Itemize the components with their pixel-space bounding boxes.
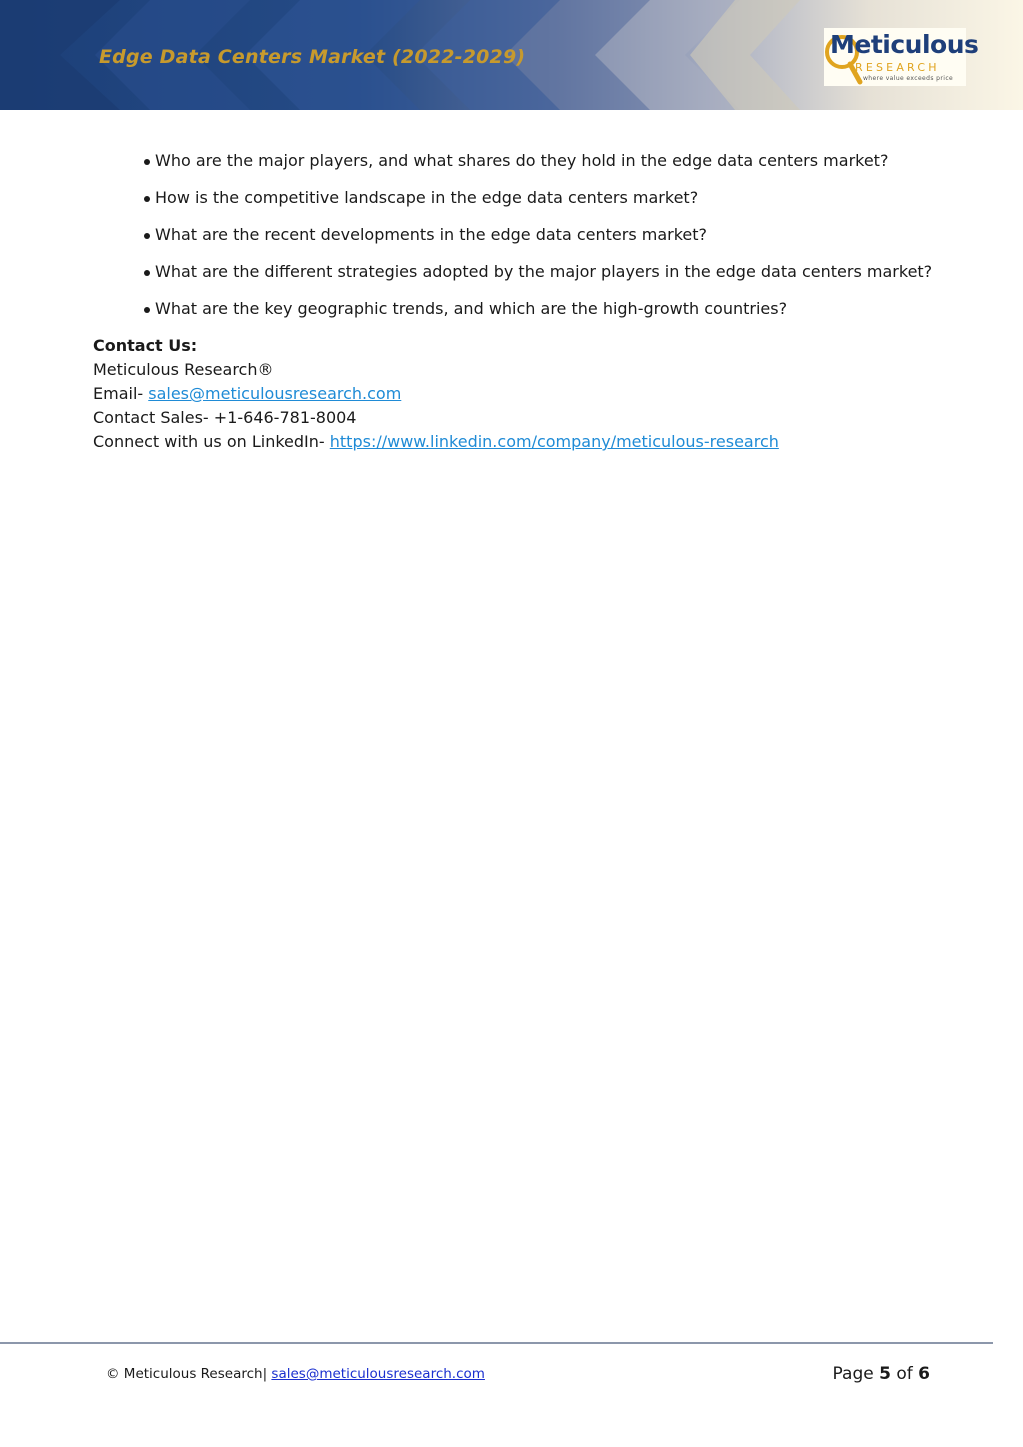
page-number — [833, 1364, 930, 1384]
footer-copyright — [106, 1366, 485, 1382]
logo-subtitle: RESEARCH — [855, 61, 940, 74]
company-logo — [824, 28, 979, 86]
list-item — [142, 261, 932, 298]
bullet-icon — [144, 233, 150, 239]
bullet-icon — [144, 159, 150, 165]
list-item-text: What are the key geographic trends, and which are the high-growth countries? — [155, 299, 788, 318]
list-item-text: How is the competitive landscape in the edge data centers market? — [155, 188, 699, 207]
bullet-icon — [144, 307, 150, 313]
footer-divider — [0, 1342, 993, 1344]
linkedin-line — [93, 430, 779, 454]
contact-heading: Contact Us: — [93, 336, 198, 355]
page-of: of — [890, 1364, 919, 1384]
page-word: Page — [832, 1364, 880, 1384]
contact-section — [93, 334, 779, 454]
list-item-text: What are the different strategies adopted by the major players in the edge data centers market? — [155, 262, 933, 281]
question-list — [142, 150, 932, 335]
linkedin-label: Connect with us on LinkedIn- — [93, 432, 330, 451]
logo-wordmark: Meticulous — [830, 30, 979, 59]
bullet-icon — [144, 270, 150, 276]
list-item — [142, 298, 932, 335]
list-item-text: Who are the major players, and what shares do they hold in the edge data centers market? — [155, 151, 889, 170]
bullet-icon — [144, 196, 150, 202]
company-name: Meticulous Research® — [93, 360, 274, 379]
page-current: 5 — [879, 1364, 891, 1384]
list-item — [142, 224, 932, 261]
page-total: 6 — [918, 1364, 930, 1384]
copyright-text: © Meticulous Research| — [106, 1366, 272, 1382]
logo-tagline: where value exceeds price — [863, 75, 954, 82]
email-line — [93, 382, 779, 406]
sales-phone: Contact Sales- +1-646-781-8004 — [93, 408, 357, 427]
document-title: Edge Data Centers Market (2022-2029) — [99, 46, 526, 68]
header-banner — [0, 0, 1023, 110]
footer-email-link[interactable]: sales@meticulousresearch.com — [271, 1366, 485, 1382]
email-label: Email- — [93, 384, 149, 403]
email-link[interactable]: sales@meticulousresearch.com — [148, 384, 402, 403]
list-item — [142, 150, 932, 187]
linkedin-link[interactable]: https://www.linkedin.com/company/meticulous-research — [329, 432, 779, 451]
list-item — [142, 187, 932, 224]
list-item-text: What are the recent developments in the edge data centers market? — [155, 225, 708, 244]
